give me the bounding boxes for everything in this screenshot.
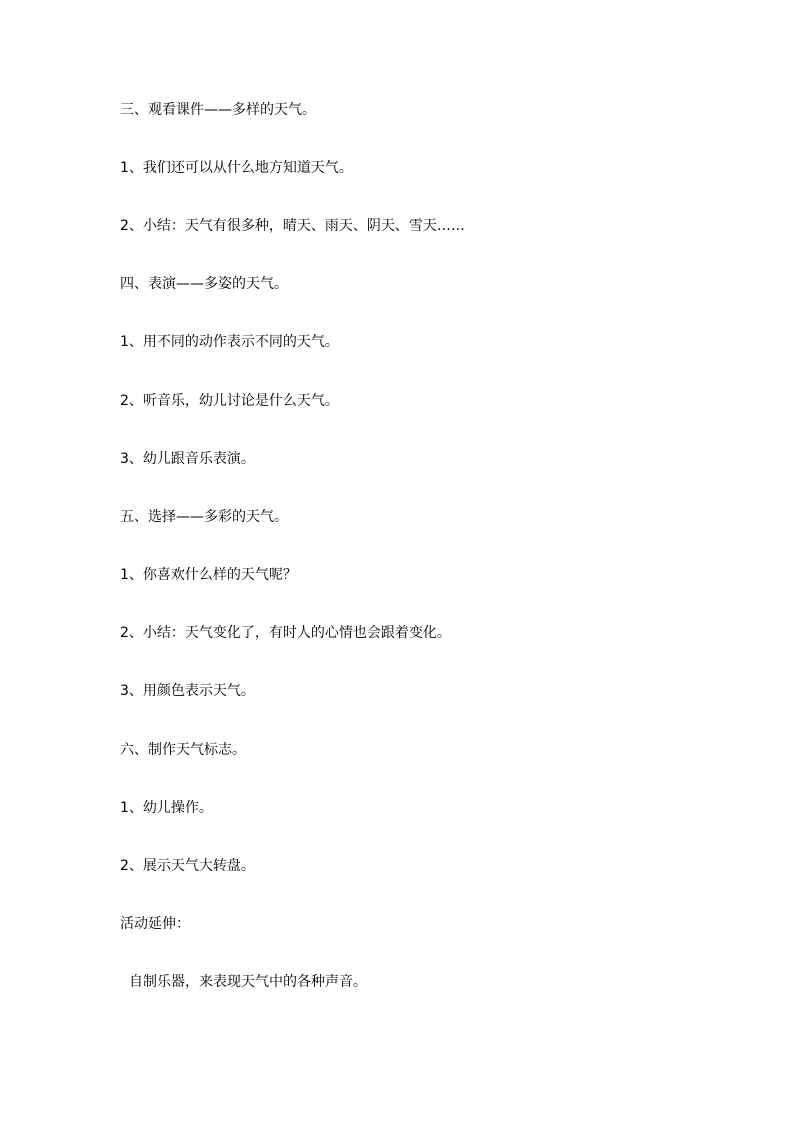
- section-heading-3: 三、观看课件——多样的天气。: [120, 102, 316, 118]
- paragraph: 1、我们还可以从什么地方知道天气。: [120, 160, 353, 176]
- section-heading-5: 五、选择——多彩的天气。: [120, 509, 288, 525]
- paragraph: 3、用颜色表示天气。: [120, 683, 255, 699]
- section-heading-4: 四、表演——多姿的天气。: [120, 276, 288, 292]
- paragraph: 2、展示天气大转盘。: [120, 858, 255, 874]
- paragraph: 1、用不同的动作表示不同的天气。: [120, 334, 339, 350]
- paragraph: 2、听音乐，幼儿讨论是什么天气。: [120, 393, 339, 409]
- section-heading-6: 六、制作天气标志。: [120, 742, 246, 758]
- paragraph: 自制乐器，来表现天气中的各种声音。: [129, 974, 367, 990]
- section-heading-extension: 活动延伸：: [120, 916, 190, 932]
- paragraph: 1、幼儿操作。: [120, 800, 213, 816]
- paragraph: 3、幼儿跟音乐表演。: [120, 451, 255, 467]
- paragraph: 2、小结：天气变化了，有时人的心情也会跟着变化。: [120, 625, 451, 641]
- paragraph: 2、小结：天气有很多种，晴天、雨天、阴天、雪天……: [120, 218, 465, 234]
- paragraph: 1、你喜欢什么样的天气呢？: [120, 567, 297, 583]
